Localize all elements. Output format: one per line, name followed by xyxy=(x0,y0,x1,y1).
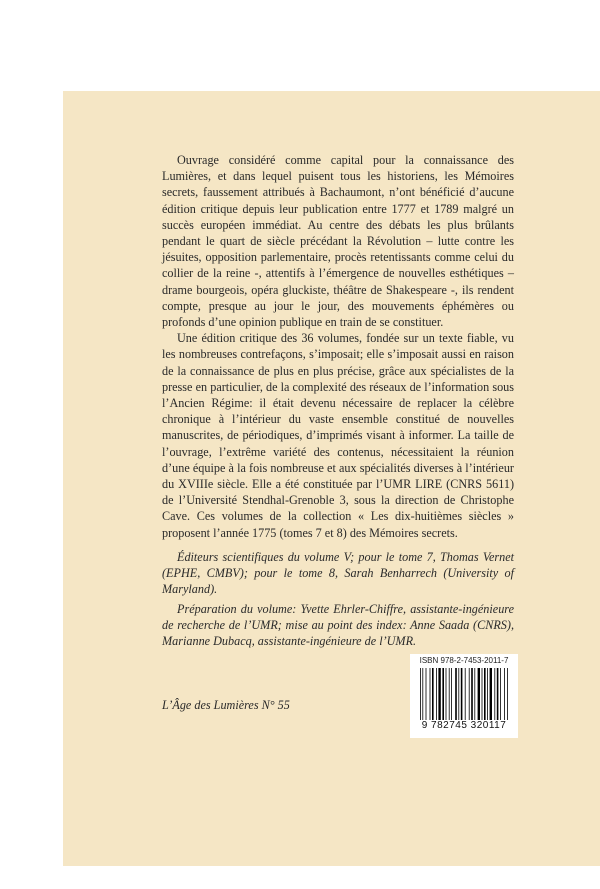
description-paragraph-2: Une édition critique des 36 volumes, fondée sur un texte fiable, vu les nombreuses contrefaçons, s’imposait; elle s’imposait aussi en raison de la connaissance de plus en plus précise, grâce aux spécialistes de la presse en particulier, de la complexité des réseaux de l’information sous l’Ancien Régime: il était devenu nécessaire de replacer la célèbre chronique à l’intérieur du vaste ensemble constitué de nouvelles manuscrites, de périodiques, d’imprimés visant à informer. La taille de l’ouvrage, l’extrême variété des contenus, nécessitaient la réunion d’une équipe à la fois nombreuse et aux spécialités diverses à l’intérieur du XVIIIe siècle. Elle a été constituée par l’UMR LIRE (CNRS 5611) de l’Université Stendhal-Grenoble 3, sous la direction de Christophe Cave. Ces volumes de la collection « Les dix-huitièmes siècles » proposent l’année 1775 (tomes 7 et 8) des Mémoires secrets. xyxy=(162,331,514,540)
description-block xyxy=(162,152,514,541)
credits-block xyxy=(162,549,514,649)
series-label: L’Âge des Lumières N° 55 xyxy=(162,698,290,712)
isbn-barcode xyxy=(410,654,518,738)
barcode-bars xyxy=(420,668,512,720)
preparation-credit: Préparation du volume: Yvette Ehrler-Chiffre, assistante-ingénieure de recherche de l’UMR; mise au point des index: Anne Saada (CNRS), Marianne Dubacq, assistante-ingénieure de l’UMR. xyxy=(162,602,514,648)
description-paragraph-1: Ouvrage considéré comme capital pour la connaissance des Lumières, et dans lequel puisent tous les historiens, les Mémoires secrets, faussement attribués à Bachaumont, n’ont bénéficié d’aucune édition critique depuis leur publication entre 1777 et 1789 malgré un succès européen immédiat. Au centre des débats les plus brûlants pendant le quart de siècle précédant la Révolution – lutte contre les jésuites, opposition parlementaire, procès retentissants comme celui du collier de la reine -, attentifs à l’émergence de nouvelles esthétiques – drame bourgeois, opéra gluckiste, théâtre de Shakespeare -, ils rendent compte, presque au jour le jour, des mouvements éphémères ou profonds d’une opinion publique en train de se constituer. xyxy=(162,153,514,330)
editors-credit: Éditeurs scientifiques du volume V; pour le tome 7, Thomas Vernet (EPHE, CMBV); pour le tome 8, Sarah Benharrech (University of Maryland). xyxy=(162,550,514,596)
barcode-digits: 9 782745 320117 xyxy=(421,720,507,731)
isbn-label: ISBN 978-2-7453-2011-7 xyxy=(419,656,509,665)
